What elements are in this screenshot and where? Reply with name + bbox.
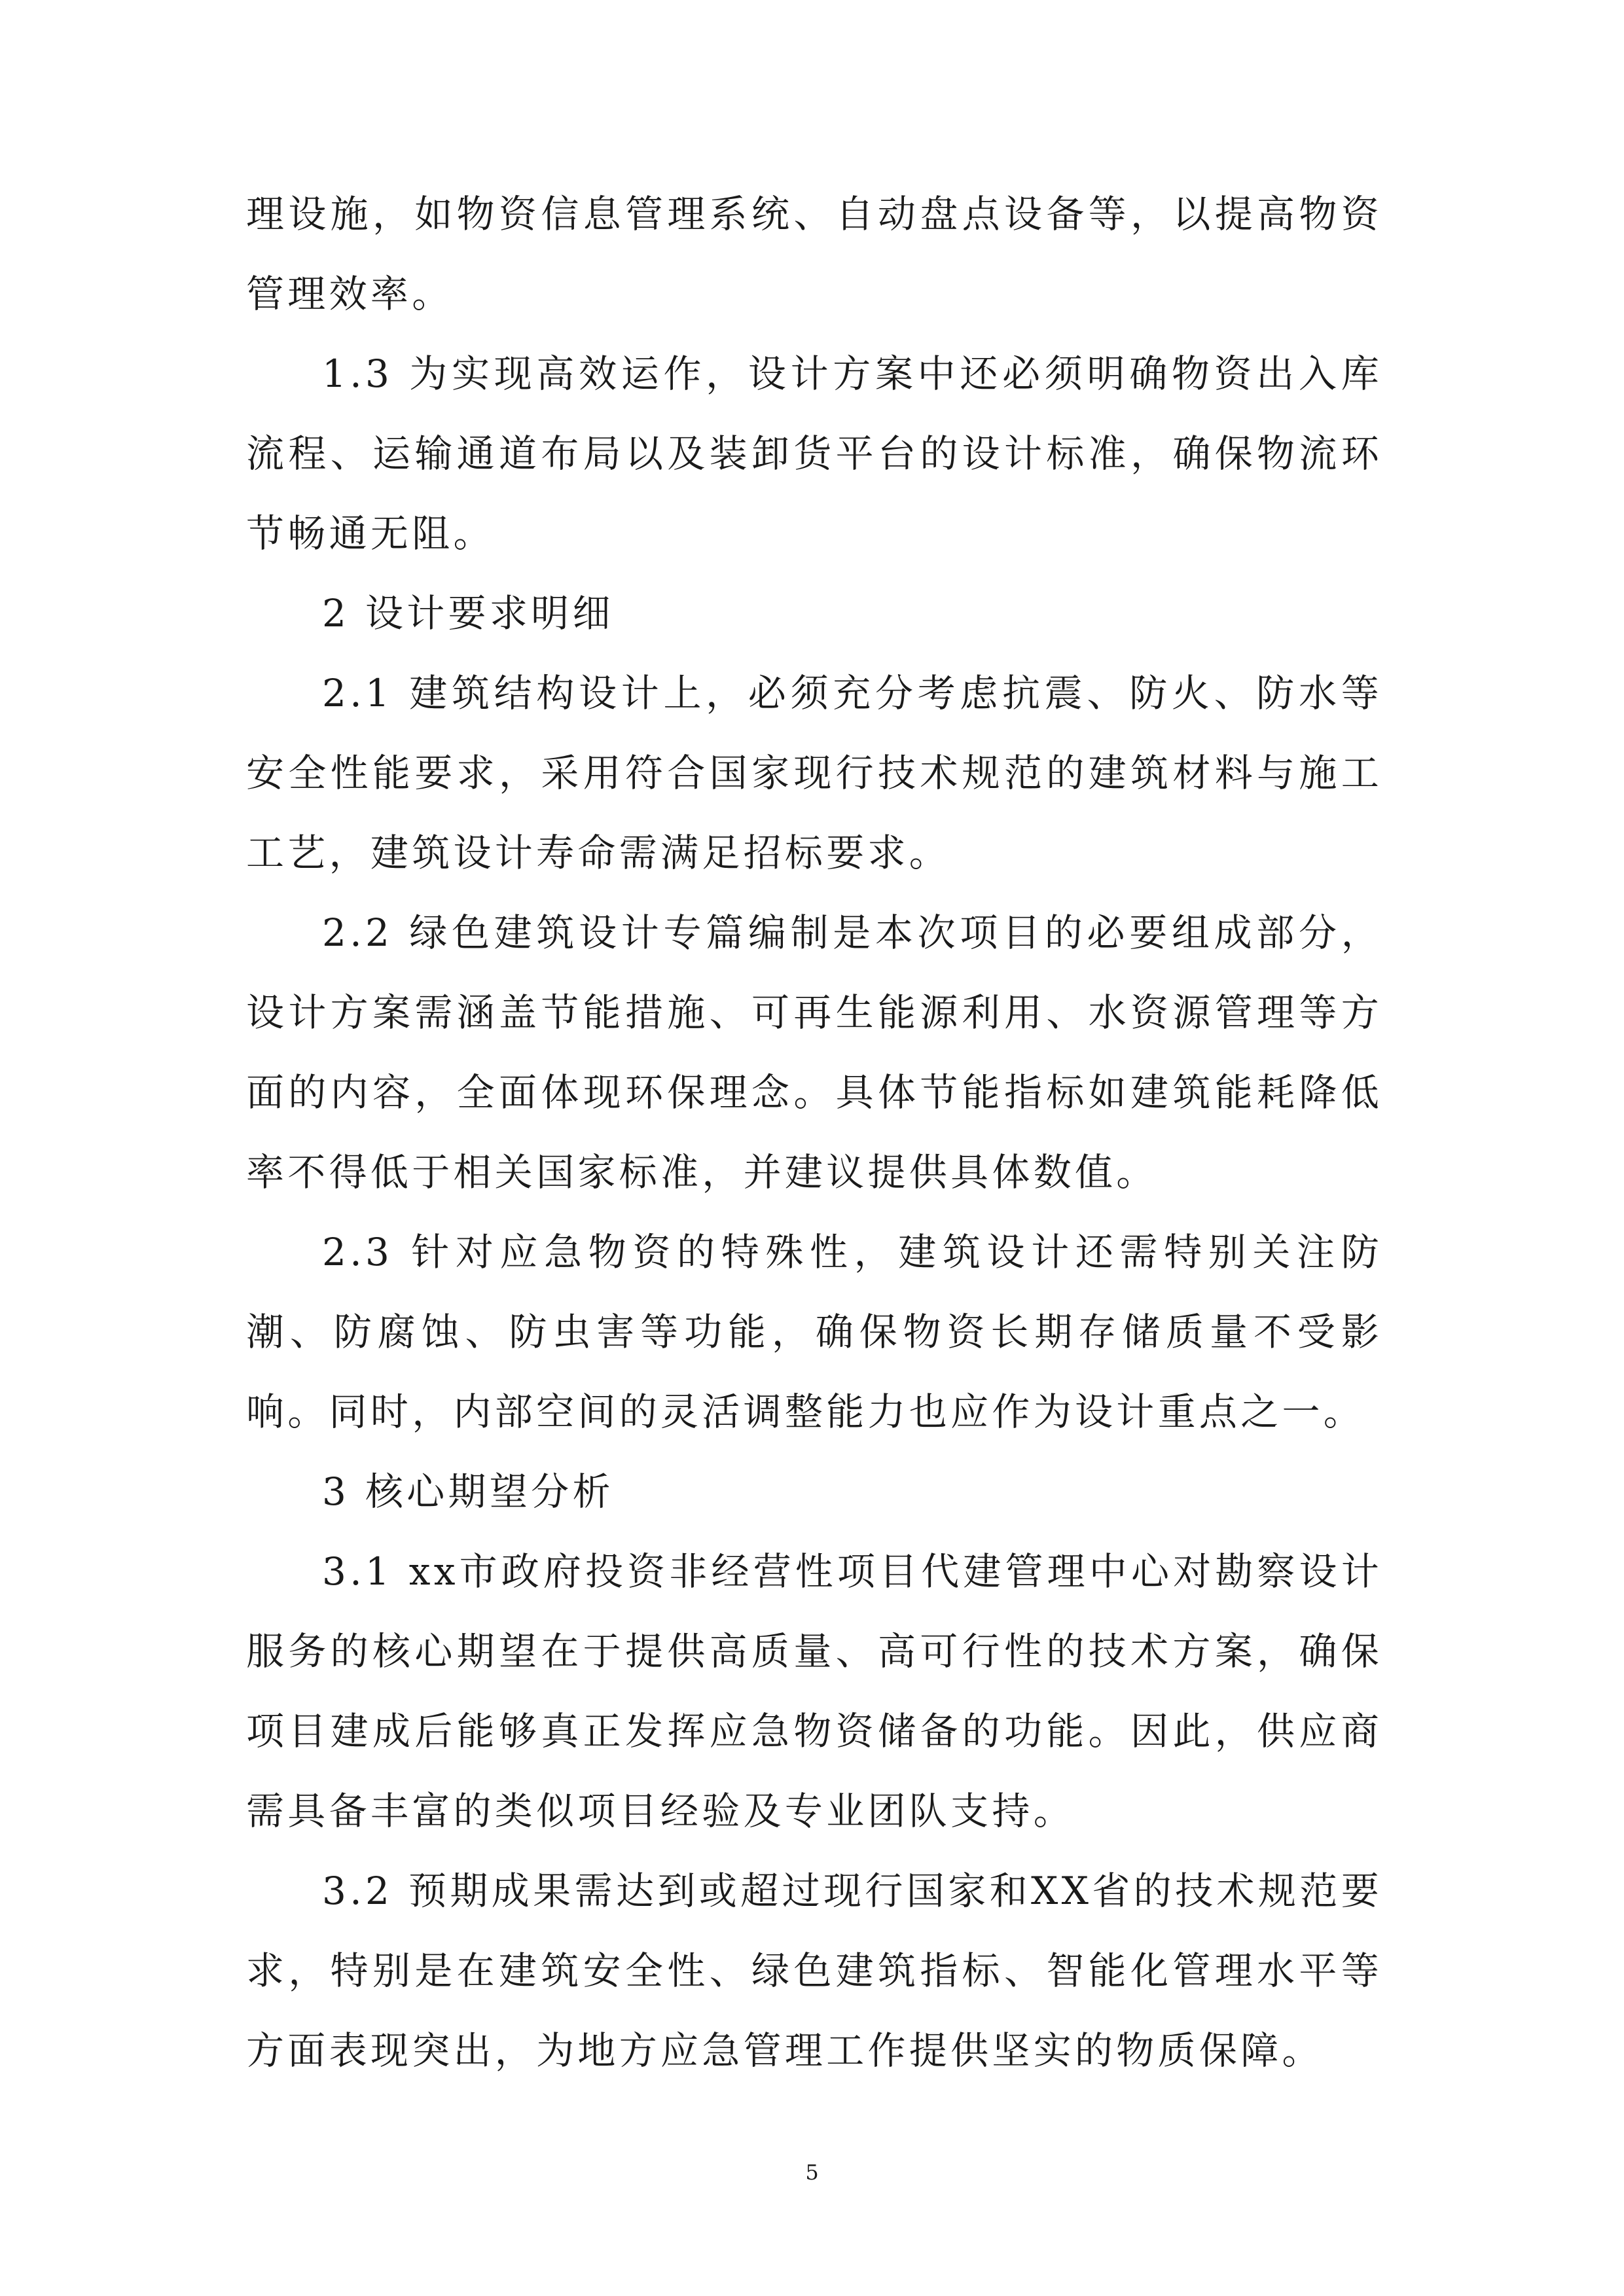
paragraph-3-1: 3.1 xx市政府投资非经营性项目代建管理中心对勘察设计服务的核心期望在于提供高质量、高可行性的技术方案，确保项目建成后能够真正发挥应急物资储备的功能。因此，供应商需具备丰富的类似项目经验及专业团队支持。 <box>246 1549 1382 1833</box>
paragraph-continuation: 理设施，如物资信息管理系统、自动盘点设备等，以提高物资管理效率。 <box>246 192 1382 316</box>
page-number: 5 <box>805 2160 819 2185</box>
paragraph-2-1: 2.1 建筑结构设计上，必须充分考虑抗震、防火、防水等安全性能要求，采用符合国家现行技术规范的建筑材料与施工工艺，建筑设计寿命需满足招标要求。 <box>246 671 1382 875</box>
paragraph-3-2: 3.2 预期成果需达到或超过现行国家和XX省的技术规范要求，特别是在建筑安全性、绿色建筑指标、智能化管理水平等方面表现突出，为地方应急管理工作提供坚实的物质保障。 <box>246 1869 1382 2073</box>
section-heading-3: 3 核心期望分析 <box>322 1469 614 1514</box>
section-heading-2: 2 设计要求明细 <box>322 591 614 636</box>
paragraph-2-2: 2.2 绿色建筑设计专篇编制是本次项目的必要组成部分，设计方案需涵盖节能措施、可再生能源利用、水资源管理等方面的内容，全面体现环保理念。具体节能指标如建筑能耗降低率不得低于相关国家标准，并建议提供具体数值。 <box>246 910 1382 1194</box>
paragraph-1-3: 1.3 为实现高效运作，设计方案中还必须明确物资出入库流程、运输通道布局以及装卸货平台的设计标准，确保物流环节畅通无阻。 <box>246 351 1382 556</box>
page-body <box>246 174 1382 2090</box>
paragraph-2-3: 2.3 针对应急物资的特殊性，建筑设计还需特别关注防潮、防腐蚀、防虫害等功能，确保物资长期存储质量不受影响。同时，内部空间的灵活调整能力也应作为设计重点之一。 <box>246 1230 1382 1434</box>
